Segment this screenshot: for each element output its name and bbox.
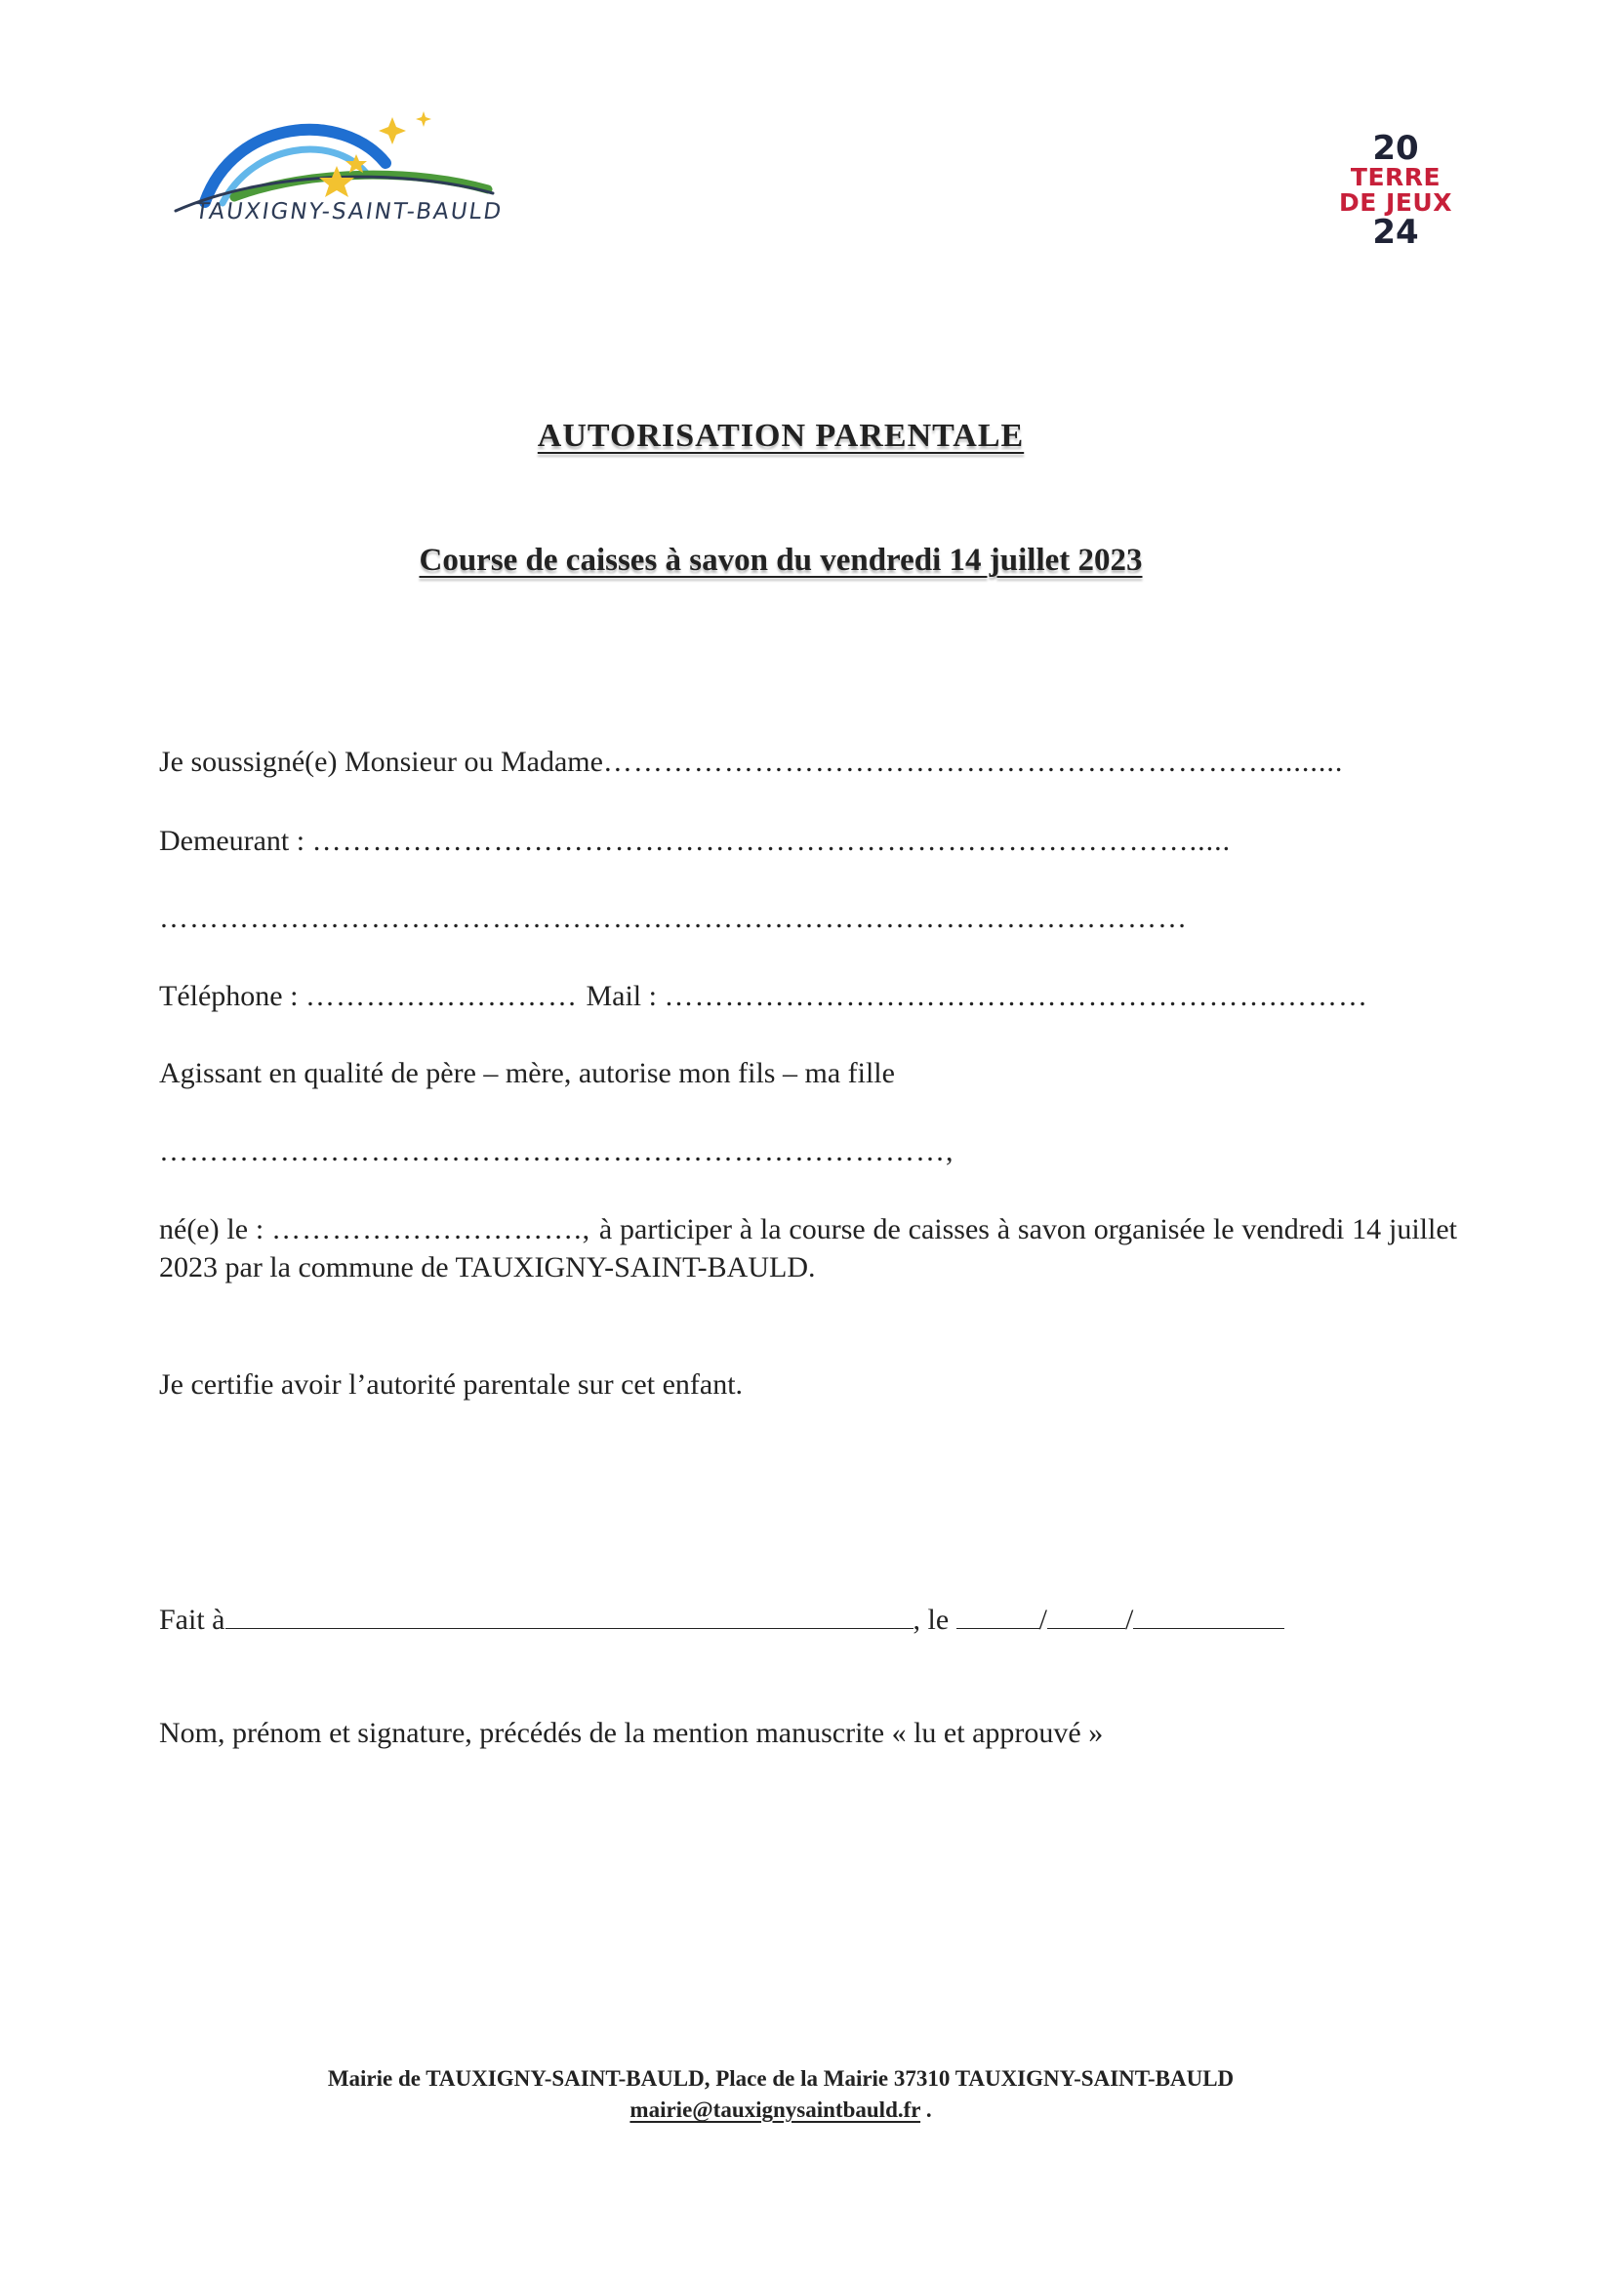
telephone-field[interactable]: ……………………… — [304, 980, 587, 1012]
municipal-logo — [166, 109, 517, 246]
fait-a-label: Fait à — [159, 1604, 225, 1636]
badge-line-1: 20 — [1372, 129, 1419, 168]
child-name-field[interactable]: ……………………………………………………………………, — [159, 1135, 954, 1167]
address-line — [159, 900, 1457, 937]
demeurant-field[interactable]: ……………………………………………………………………………..... — [311, 825, 1232, 857]
address-field[interactable]: ………………………………………………………………………………………… — [159, 902, 1188, 934]
day-field[interactable] — [956, 1601, 1039, 1629]
document-title: AUTORISATION PARENTALE — [537, 418, 1025, 454]
demeurant-line — [159, 823, 1457, 860]
badge-line-4: 24 — [1372, 213, 1419, 252]
agissant-line: Agissant en qualité de père – mère, autorise mon fils – ma fille — [159, 1057, 895, 1089]
certification-line: Je certifie avoir l’autorité parentale sur cet enfant. — [159, 1368, 744, 1401]
soussigne-label: Je soussigné(e) Monsieur ou Madame — [159, 746, 603, 778]
footer-email-link[interactable]: mairie@tauxignysaintbauld.fr — [629, 2097, 921, 2122]
place-field[interactable] — [225, 1601, 914, 1629]
birth-date-label: né(e) le : — [159, 1213, 272, 1245]
fait-a-line — [159, 1601, 1457, 1639]
contact-line — [159, 978, 1457, 1015]
demeurant-label: Demeurant : — [159, 825, 312, 857]
date-separator-1: / — [1038, 1604, 1047, 1636]
footer-address: Mairie de TAUXIGNY-SAINT-BAULD, Place de la Mairie 37310 TAUXIGNY-SAINT-BAULD — [327, 2066, 1235, 2091]
child-name-line — [159, 1133, 1457, 1170]
badge-line-3: DE JEUX — [1339, 188, 1452, 217]
birth-date-field[interactable]: …………………………., — [271, 1213, 599, 1245]
year-field[interactable] — [1133, 1601, 1284, 1629]
municipal-logo-text: TAUXIGNY-SAINT-BAULD — [193, 199, 505, 224]
participation-text: à participer à la course de caisses à savon organisée le vendredi 14 juillet 2023 par la commune de TAUXIGNY-SAINT-BAULD. — [159, 1213, 1457, 1283]
document-subtitle: Course de caisses à savon du vendredi 14 juillet 2023 — [419, 543, 1143, 578]
month-field[interactable] — [1047, 1601, 1125, 1629]
signature-note: Nom, prénom et signature, précédés de la mention manuscrite « lu et approuvé » — [159, 1717, 1104, 1749]
badge-line-2: TERRE — [1350, 163, 1441, 191]
footer-contact — [0, 2095, 1562, 2126]
telephone-label: Téléphone : — [159, 980, 305, 1012]
soussigne-field[interactable]: …………………………………………………………......... — [602, 746, 1344, 778]
terre-de-jeux-logo — [1322, 129, 1469, 268]
soussigne-line — [159, 744, 1457, 781]
fait-le-label: , le — [913, 1604, 956, 1636]
mail-label: Mail : — [586, 980, 665, 1012]
footer-email-suffix: . — [920, 2097, 932, 2122]
birth-date-paragraph — [159, 1210, 1457, 1286]
mail-field[interactable]: …………………………………………………….……… — [664, 980, 1368, 1012]
date-separator-2: / — [1125, 1604, 1134, 1636]
